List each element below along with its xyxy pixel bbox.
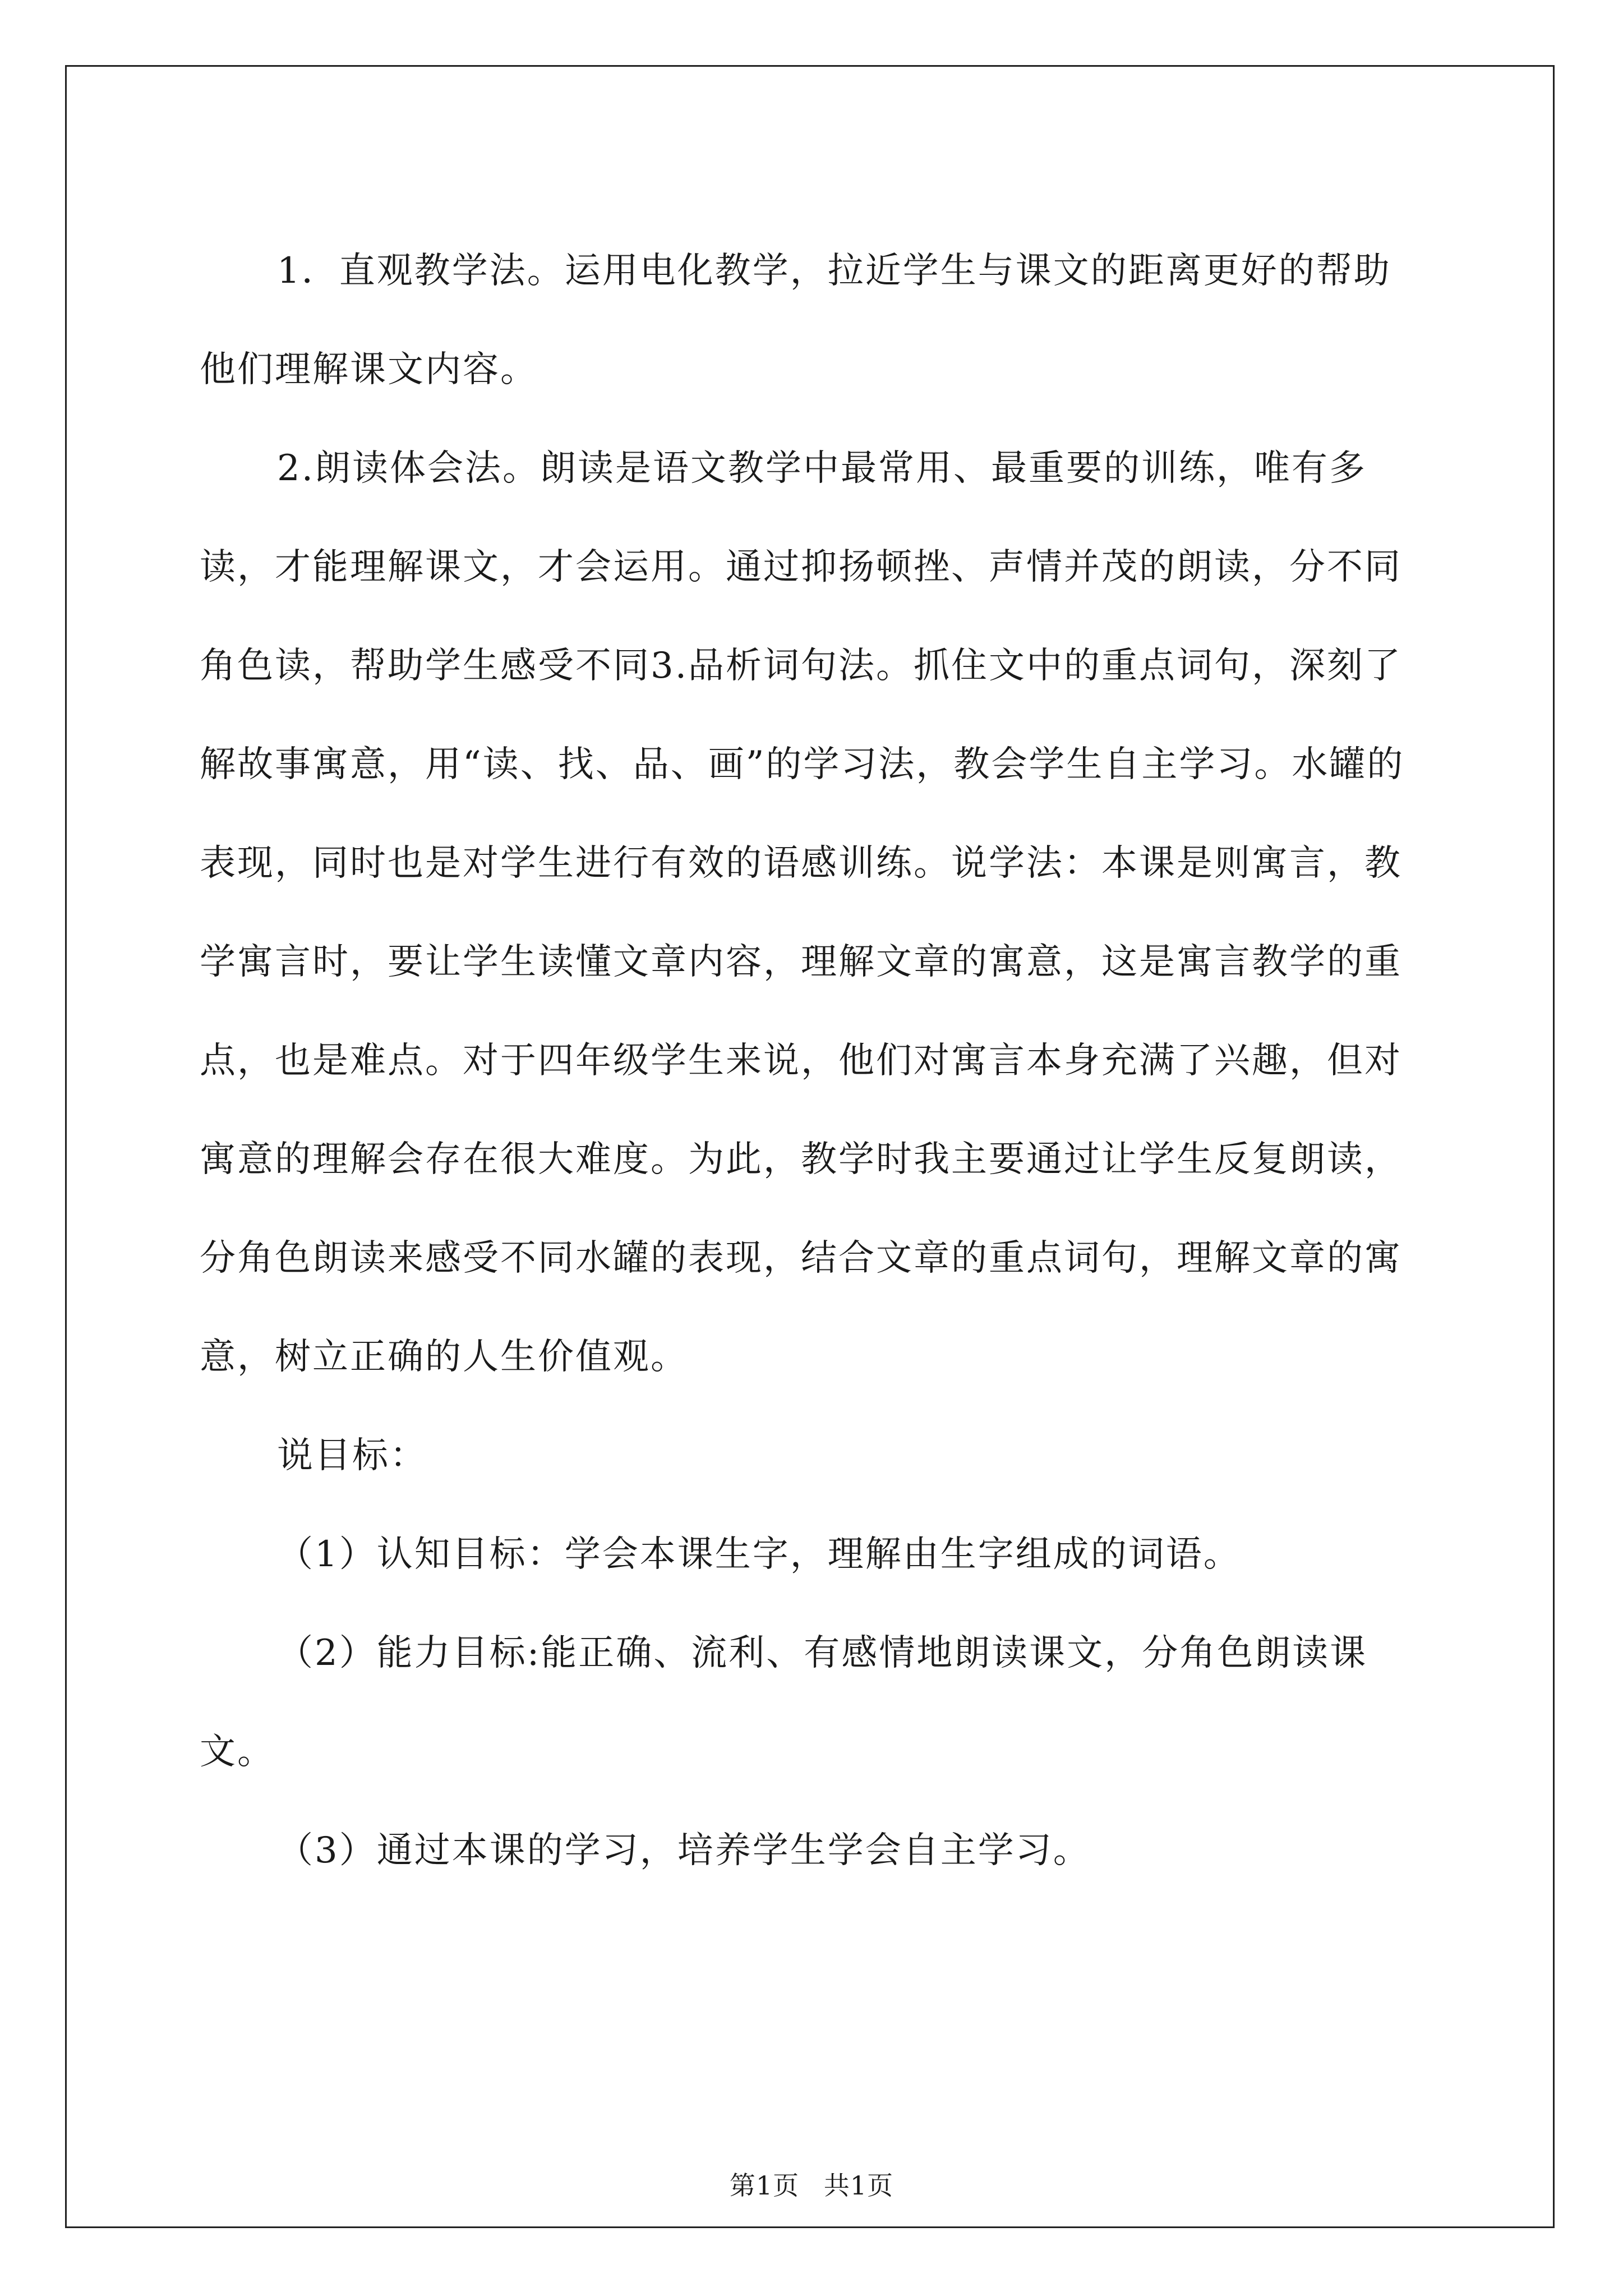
paragraph-teaching-method-1: 1．直观教学法。运用电化教学，拉近学生与课文的距离更好的帮助他们理解课文内容。 <box>200 250 1391 390</box>
paragraph-teaching-method-2: 2.朗读体会法。朗读是语文教学中最常用、最重要的训练，唯有多读，才能理解课文，才会运用。通过抑扬顿挫、声情并茂的朗读，分不同角色读，帮助学生感受不同3.品析词句法。抓住文中的重点词句，深刻了解故事寓意，用“读、找、品、画”的学习法，教会学生自主学习。水罐的表现，同时也是对学生进行有效的语感训练。说学法：本课是则寓言，教学寓言时，要让学生读懂文章内容，理解文章的寓意，这是寓言教学的重点，也是难点。对于四年级学生来说，他们对寓言本身充满了兴趣，但对寓意的理解会存在很大难度。为此，教学时我主要通过让学生反复朗读，分角色朗读来感受不同水罐的表现，结合文章的重点词句，理解文章的寓意，树立正确的人生价值观。 <box>200 448 1405 1378</box>
page-number-total: 共1页 <box>823 2170 894 2201</box>
paragraph-objective-2: （2）能力目标:能正确、流利、有感情地朗读课文，分角色朗读课文。 <box>200 1632 1368 1773</box>
paragraph-objective-1: （1）认知目标：学会本课生字，理解由生字组成的词语。 <box>277 1534 1241 1575</box>
document-body <box>200 222 1426 1900</box>
page-number-current: 第1页 <box>729 2170 800 2201</box>
page-footer <box>0 2165 1623 2202</box>
paragraph-objectives-heading: 说目标： <box>277 1435 427 1476</box>
paragraph-objective-3: （3）通过本课的学习，培养学生学会自主学习。 <box>277 1830 1091 1871</box>
